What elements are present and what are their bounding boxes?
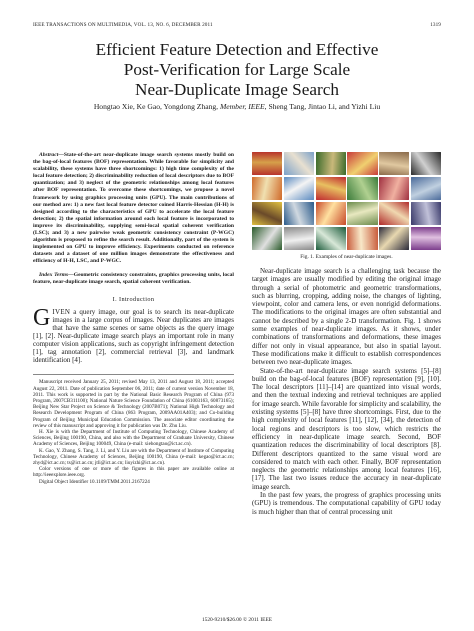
- abstract-lead: Abstract: [39, 152, 59, 158]
- figure-thumbnail: [379, 177, 409, 200]
- body-text: [252, 267, 441, 516]
- intro-caps: IVEN: [52, 307, 71, 316]
- body-paragraph: State-of-the-art near-duplicate image search systems [5]–[8] build on the bag-of-local features (BOF) representation [9], [10]. The local descriptors [11]–[14] are quantized into visual words, and then the textual indexing and retrieval techniques are applied for image search. While favorable for simplicity and scalability, the existing systems [5]–[8] have three shortcomings. First, due to the high complexity of local features [11], [12], [34], the detection of local regions and descriptors is too slow, which restricts the efficiency in near-duplicate image search. Second, BOF quantization reduces the discriminability of local descriptors [8]. Different descriptors quantized to the same visual word are considered to match with each other. Finally, BOF representation neglects the geometric relationships among local features [16], [17]. The last two issues reduce the accuracy in near-duplicate image search.: [252, 366, 441, 491]
- title-line: Post-Verification for Large Scale: [123, 60, 351, 79]
- figure-thumbnail: [347, 202, 377, 225]
- authors-part: , Sheng Tang, Jintao Li, and Yizhi Liu: [264, 102, 381, 111]
- figure-thumbnail: [316, 152, 346, 175]
- figure-thumbnail: [284, 227, 314, 250]
- figure-thumbnail: [316, 227, 346, 250]
- footnote: Color versions of one or more of the figures in this paper are available online at http://ieeexplore.ieee.org.: [33, 466, 234, 479]
- title-line: Efficient Feature Detection and Effective: [95, 40, 379, 59]
- title-line: Near-Duplicate Image Search: [135, 80, 339, 99]
- authors-part: Hongtao Xie, Ke Gao, Yongdong Zhang,: [93, 102, 220, 111]
- figure-thumbnail: [284, 202, 314, 225]
- figure-thumbnail: [379, 152, 409, 175]
- figure-thumbnail: [252, 202, 282, 225]
- figure-thumbnail: [379, 227, 409, 250]
- figure-thumbnail: [411, 152, 441, 175]
- index-terms: [33, 272, 234, 286]
- figure-thumbnail: [411, 177, 441, 200]
- abstract: [33, 152, 234, 266]
- journal-header: IEEE TRANSACTIONS ON MULTIMEDIA, VOL. 13, NO. 6, DECEMBER 2011: [33, 22, 213, 28]
- page-number: 1319: [430, 22, 441, 28]
- author-list: [30, 102, 444, 111]
- figure-thumbnail: [347, 227, 377, 250]
- paper-title: [30, 40, 444, 100]
- figure-thumbnail: [284, 152, 314, 175]
- figure-near-duplicate-examples: [252, 152, 441, 250]
- authors-membership: Member, IEEE: [219, 102, 265, 111]
- index-terms-text: —Geometric consistency constraints, graphics processing units, local feature, near-duplicate image search, spatial coherent verification.: [33, 271, 234, 285]
- figure-thumbnail: [347, 177, 377, 200]
- figure-thumbnail: [252, 177, 282, 200]
- footnote: K. Gao, Y. Zhang, S. Tang, J. Li, and Y. Liu are with the Department of Institute of Computing Technology, Chinese Academy of Sciences, Beijing 100190, China (e-mail: kegao@ict.ac.cn; zhyd@ict.ac.cn; ts@ict.ac.cn; jtli@ict.ac.cn; liuyizhi@ict.ac.cn).: [33, 447, 234, 467]
- figure-thumbnail: [411, 202, 441, 225]
- body-paragraph: In the past few years, the progress of graphics processing units (GPU) is tremendous. The computational capability of GPU today is much higher than that of central processing unit: [252, 491, 441, 516]
- figure-thumbnail: [252, 152, 282, 175]
- body-paragraph: Near-duplicate image search is a challenging task because the target images are usually modified by editing the original image through a serial of photometric and geometric transformations, such as blurring, cropping, adding noise, the changes of lighting, viewpoint, color and camera lens, or even nonrigid deformations. The modifications to the original images are often substantial and cannot be described by a single 2-D transformation. Fig. 1 shows some examples of near-duplicate images. As it shows, under combinations of transformations and deformations, these images differ not only in visual appearance, but also in spatial layout. These modifications make it difficult to establish correspondences between two near-duplicate images.: [252, 267, 441, 367]
- figure-thumbnail: [316, 202, 346, 225]
- footnote: H. Xie is with the Department of Institute of Computing Technology, Chinese Academy of Sciences, Beijing 100190, China, and also with the Department of Graduate University, Chinese Academy of Sciences, Beijing 100049, China (e-mail: xiehongtao@ict.ac.cn).: [33, 429, 234, 448]
- figure-thumbnail: [411, 227, 441, 250]
- intro-paragraph: [33, 304, 234, 365]
- abstract-text: —State-of-the-art near-duplicate image search systems mostly build on the bag-of-local features (BOF) representation. While favorable for simplicity and scalability, these systems have three shortcomings: 1) high time complexity of the local feature detection; 2) discriminability reduction of local descriptors due to BOF quantization; and 3) neglect of the geometric relationships among local features after BOF representation. To overcome these shortcomings, we propose a novel framework by using graphics processing units (GPU). The main contributions of our method are: 1) a new fast local feature detector coined Harris-Hessian (H-H) is designed according to the characteristics of GPU to accelerate the local feature detection; 2) the spatial information around each local feature is incorporated to improve its discriminability, supplying semi-local spatial coherent verification (LSC); and 3) a new pairwise weak geometric consistency constraint (P-WGC) algorithm is proposed to refine the search result. Additionally, part of the system is implemented on GPU to improve efficiency. Experiments conducted on reference datasets and a dataset of one million images demonstrate the effectiveness and efficiency of H-H, LSC, and P-WGC.: [33, 152, 234, 265]
- figure-caption: Fig. 1. Examples of near-duplicate images.: [300, 254, 393, 260]
- index-terms-lead: Index Terms: [39, 271, 69, 278]
- figure-thumbnail: [284, 177, 314, 200]
- intro-text: a query image, our goal is to search its near-duplicate images in a large corpus of images. Near duplicates are images that have the same scenes or same objects as the query image [1], [2]. Near-duplicate image search plays an important role in many computer vision applications, such as copyright infringement detection [1], tag annotation [2], commercial retrieval [3], and landmark identification [4].: [33, 307, 234, 365]
- right-column: [252, 152, 441, 516]
- footnote: Manuscript received January 25, 2011; revised May 13, 2011 and August 18, 2011; accepted August 22, 2011. Date of publication September 06, 2011; date of current version November 18, 2011. This work is supported in part by the National Basic Research Program of China (973 Program, 2007CB311100); National Nature Science Foundation of China (61003163, 60873165); Beijing New Star Project on Science & Technology (2007B071); National High Technology and Research Development Program of China (863 Program, 2009AA01A403); and Co-building Program of Beijing Municipal Education Commission. The associate editor coordinating the review of this manuscript and approving it for publication was Dr. Zhu Liu.: [33, 379, 234, 429]
- figure-thumbnail: [379, 202, 409, 225]
- copyright-footer: 1520-9210/$26.00 © 2011 IEEE: [201, 617, 273, 623]
- section-heading: I. Introduction: [112, 295, 155, 303]
- figure-thumbnail: [316, 177, 346, 200]
- figure-thumbnail: [347, 152, 377, 175]
- drop-cap: G: [33, 304, 51, 331]
- footnotes: [33, 374, 234, 484]
- running-head: [33, 22, 441, 31]
- footnote-doi: Digital Object Identifier 10.1109/TMM.2011.2167224: [39, 478, 150, 485]
- figure-thumbnail: [252, 227, 282, 250]
- left-column: [33, 152, 234, 485]
